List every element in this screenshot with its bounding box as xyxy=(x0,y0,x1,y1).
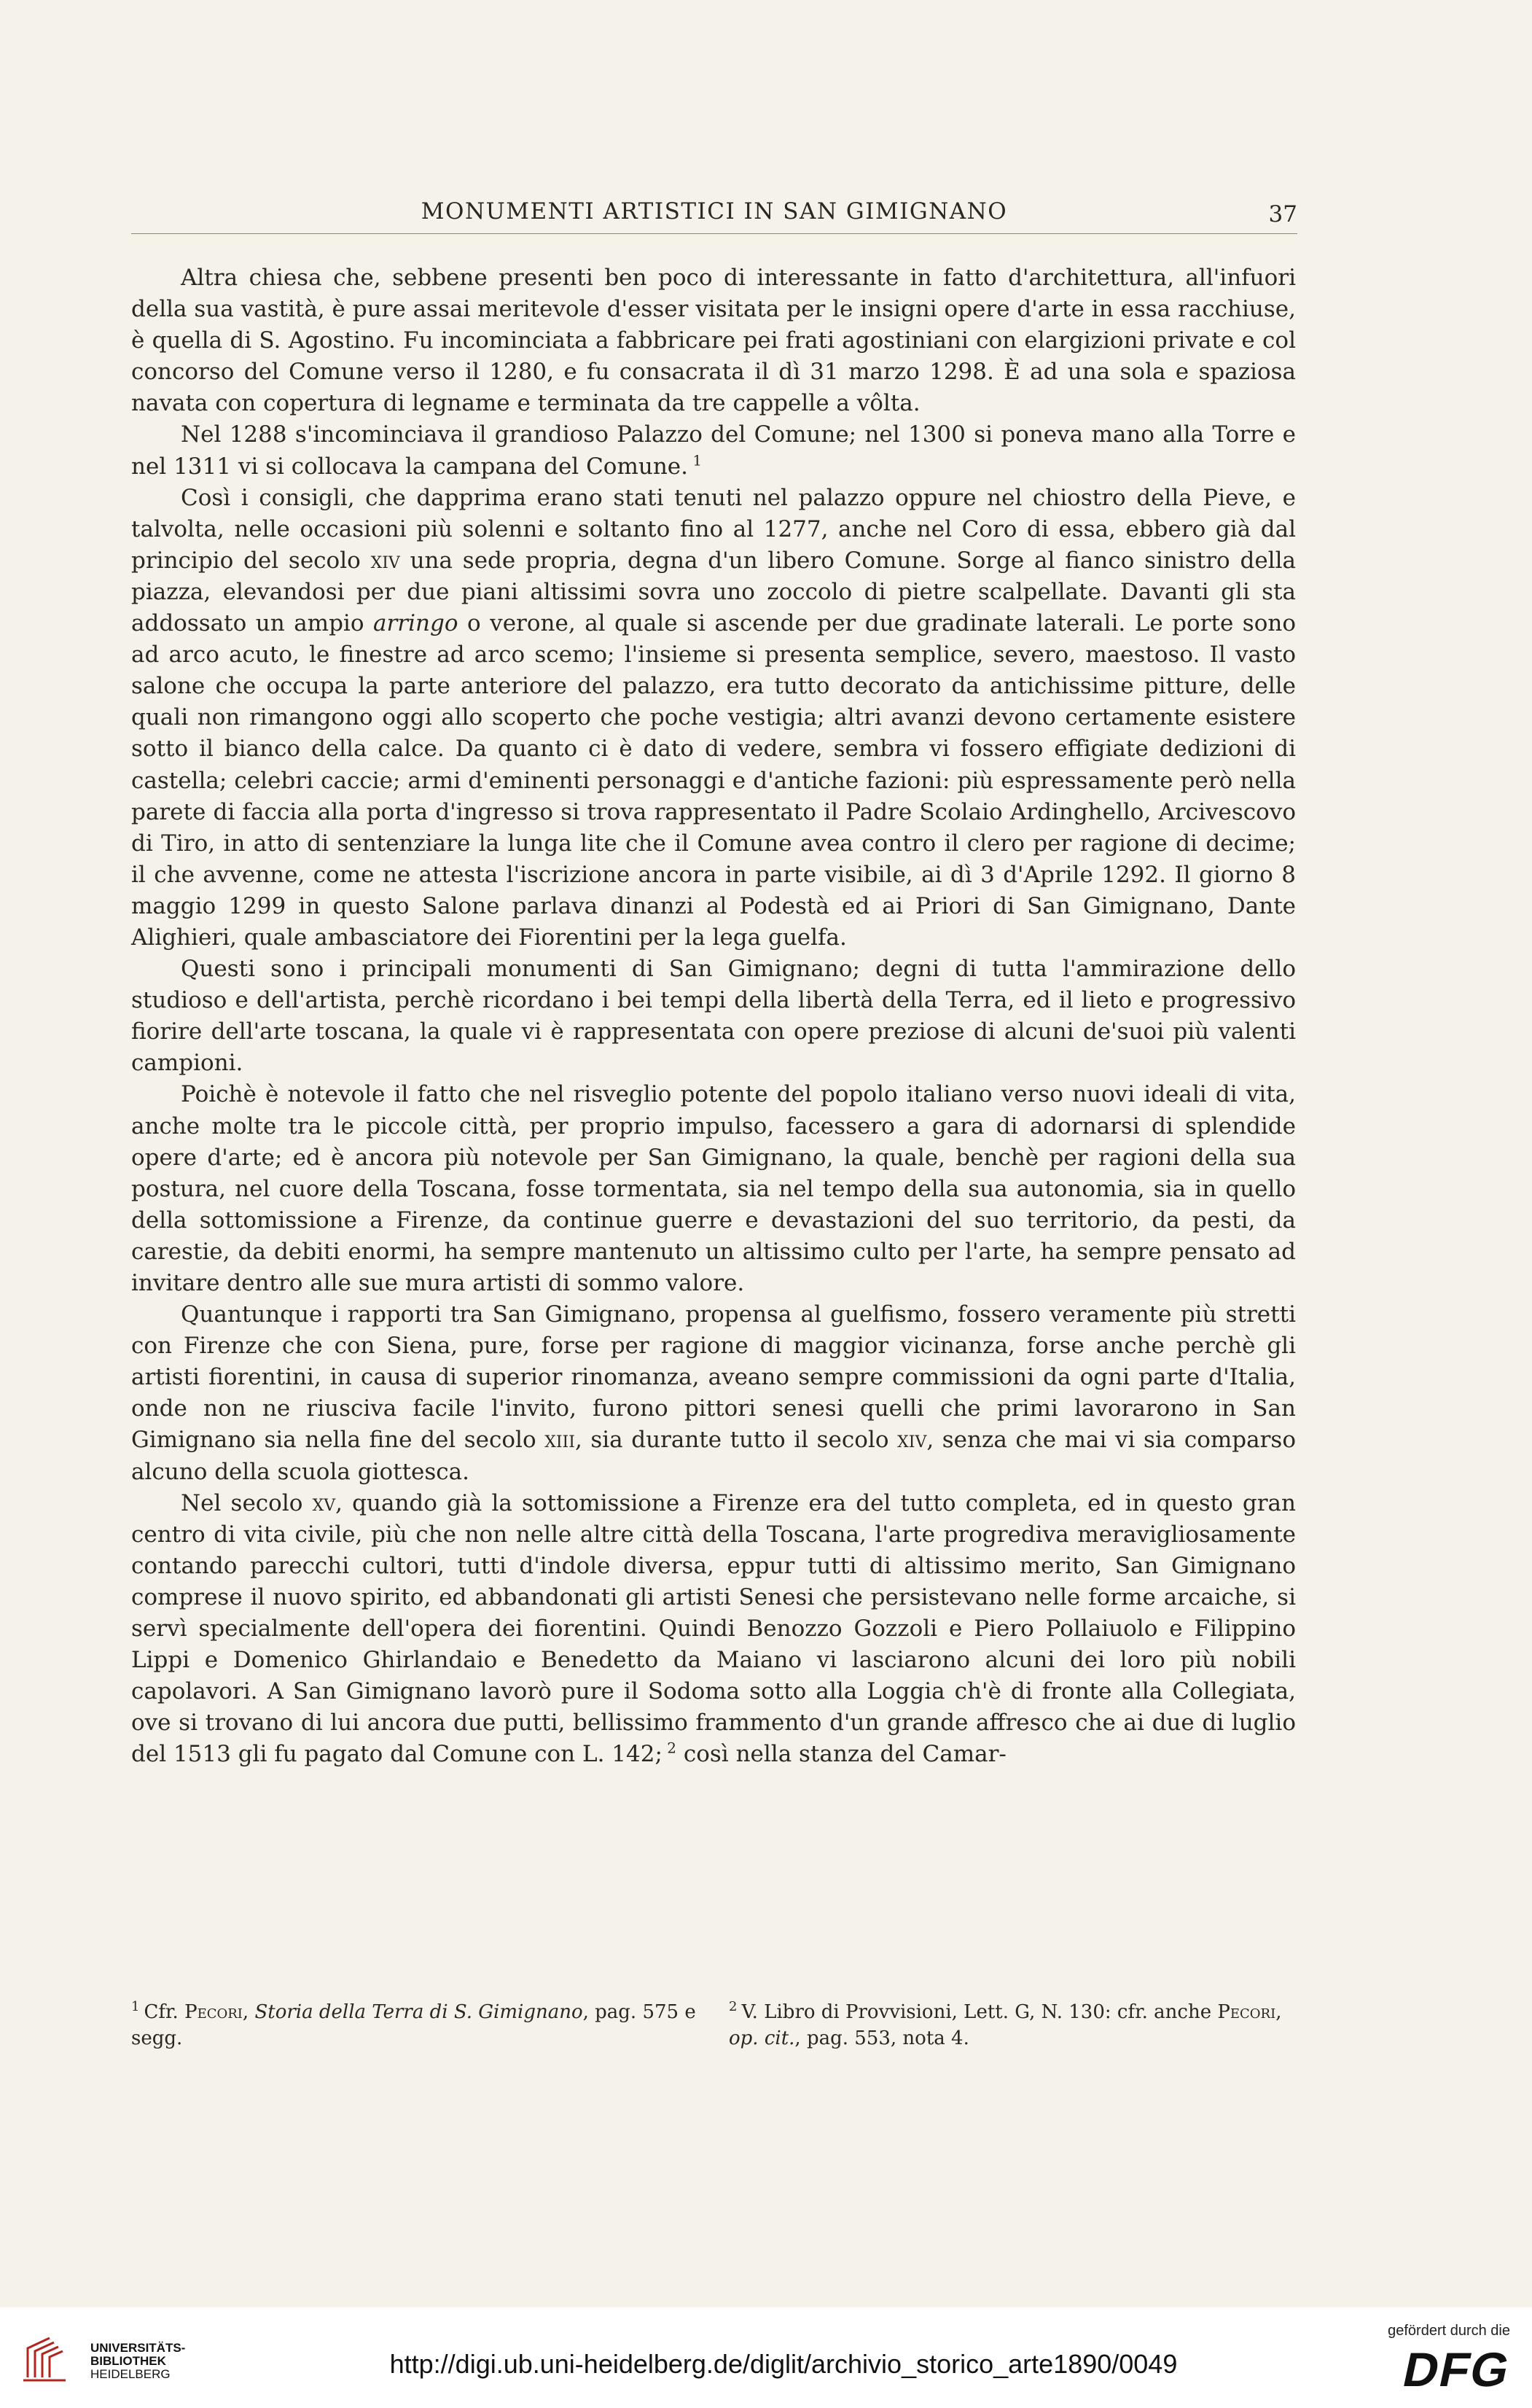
paragraph xyxy=(131,419,1296,482)
text-run: , xyxy=(242,2001,255,2023)
text-run: Quantunque i rapporti tra San Gimignano, propensa al guelfismo, fossero veramente più stretti con Firenze che con Siena, pure, forse per ragione di maggior vicinanza, forse anche perchè gli artisti fiorentini, in causa di superior rinomanza, aveano sempre commissioni da ogni parte d'Italia, onde non ne riusciva facile l'invito, furono pittori senesi quelli che primi lavorarono in San Gimignano sia nella fine del secolo xyxy=(131,1301,1296,1454)
footnote-1 xyxy=(131,1999,707,2052)
text-run: una sede propria, degna d'un libero Comune. Sorge al fianco sinistro della piazza, elevandosi per due piani altissimi sovra uno zoccolo di pietre scalpellate. Davanti gli sta addossato un ampio xyxy=(131,547,1296,637)
text-run: , pag. 575 e segg. xyxy=(131,2001,696,2049)
running-head xyxy=(131,197,1297,234)
permalink-url[interactable]: http://digi.ub.uni-heidelberg.de/diglit/archivio_storico_arte1890/0049 xyxy=(389,2349,1178,2379)
footnote-number: 1 xyxy=(131,1999,140,2015)
small-caps-text: Pecori xyxy=(184,2001,243,2023)
paragraph xyxy=(131,1299,1296,1488)
library-name-line-2: BIBLIOTHEK xyxy=(90,2354,166,2368)
text-run: Questi sono i principali monumenti di San Gimignano; degni di tutta l'ammirazione dello studioso e dell'artista, perchè ricordano i bei tempi della libertà della Terra, ed il lieto e progressivo fiorire dell'arte toscana, la quale vi è rappresentata con opere preziose di alcuni de'suoi più valenti campioni. xyxy=(131,956,1296,1077)
page-number: 37 xyxy=(1268,201,1297,227)
small-caps-text: Pecori xyxy=(1217,2001,1276,2023)
body-text xyxy=(131,262,1296,1771)
paragraph xyxy=(131,262,1296,419)
text-run: Nel secolo xyxy=(181,1489,313,1516)
small-caps-text: xiv xyxy=(370,547,400,574)
text-run: Poichè è notevole il fatto che nel risveglio potente del popolo italiano verso nuovi ideali di vita, anche molte tra le piccole città, per proprio impulso, facessero a gara di adornarsi di splendide opere d'arte; ed è ancora più notevole per San Gimignano, la quale, benchè per ragioni della sua postura, nel cuore della Toscana, fosse tormentata, sia nel tempo della sua autonomia, sia in quello della sottomissione a Firenze, da continue guerre e devastazioni del suo territorio, da pesti, da carestie, da debiti enormi, ha sempre mantenuto un altissimo culto per l'arte, ha sempre pensato ad invitare dentro alle sue mura artisti di sommo valore. xyxy=(131,1081,1296,1296)
paragraph xyxy=(131,1079,1296,1299)
italic-text: op. cit. xyxy=(729,2027,795,2049)
text-run: , quando già la sottomissione a Firenze era del tutto completa, ed in questo gran centro di vita civile, più che non nelle altre città della Toscana, l'arte progrediva meravigliosamente contando parecchi cultori, tutti d'indole diversa, eppur tutti di altissimo merito, San Gimignano comprese il nuovo spirito, ed abbandonati gli artisti Senesi che persistevano nelle forme arcaiche, si servì specialmente dell'opera dei fiorentini. Quindi Benozzo Gozzoli e Piero Pollaiuolo e Filippino Lippi e Domenico Ghirlandaio e Benedetto da Maiano vi lasciarono alcuni dei loro più nobili capolavori. A San Gimignano lavorò pure il Sodoma sotto alla Loggia ch'è di fronte alla Collegiata, ove si trovano di lui ancora due putti, bellissimo frammento d'un grande affresco che ai due di luglio del 1513 gli fu pagato dal Comune con L. 142; xyxy=(131,1489,1297,1768)
footnote-reference: 2 xyxy=(662,1739,677,1758)
text-run: , xyxy=(1275,2001,1282,2023)
library-name-line-1: UNIVERSITÄTS- xyxy=(90,2341,186,2355)
dfg-logo: DFG xyxy=(1398,2342,1516,2396)
text-run: o verone, al quale si ascende per due gradinate laterali. Le porte sono ad arco acuto, le finestre ad arco scemo; l'insieme si presenta semplice, severo, maestoso. Il vasto salone che occupa la parte anteriore del palazzo, era tutto decorato da antichissime pitture, delle quali non rimangono oggi allo scoperto che poche vestigia; altri avanzi devono certamente esistere sotto il bianco della calce. Da quanto ci è dato di vedere, sembra vi fossero effigiate dedizioni di castella; celebri caccie; armi d'eminenti personaggi e d'antiche fazioni: più espressamente però nella parete di faccia alla porta d'ingresso si trova rappresentato il Padre Scolaio Ardinghello, Arcivescovo di Tiro, in atto di sentenziare la lunga lite che il Comune avea contro il clero per ragione di decime; il che avvenne, come ne attesta l'iscrizione ancora in parte visibile, ai dì 3 d'Aprile 1292. Il giorno 8 maggio 1299 in questo Salone parlava dinanzi al Podestà ed ai Priori di San Gimignano, Dante Alighieri, quale ambasciatore dei Fiorentini per la lega guelfa. xyxy=(131,610,1297,951)
text-run: Nel 1288 s'incominciava il grandioso Palazzo del Comune; nel 1300 si poneva mano alla Torre e nel 1311 vi si collocava la campana del Comune. xyxy=(131,421,1296,480)
italic-text: Storia della Terra di S. Gimignano xyxy=(254,2001,583,2023)
text-run: Altra chiesa che, sebbene presenti ben poco di interessante in fatto d'architettura, all'infuori della sua vastità, è pure assai meritevole d'esser visitata per le insigni opere d'arte in essa racchiuse, è quella di S. Agostino. Fu incominciata a fabbricare pei frati agostiniani con elargizioni private e col concorso del Comune verso il 1280, e fu consacrata il dì 31 marzo 1298. È ad una sola e spaziosa navata con copertura di legname e terminata da tre cappelle a vôlta. xyxy=(131,265,1296,417)
text-run: , pag. 553, nota 4. xyxy=(794,2027,969,2049)
paragraph xyxy=(131,483,1296,954)
footnote-reference: 1 xyxy=(687,451,703,469)
text-run: così nella stanza del Camar- xyxy=(676,1741,1007,1768)
text-run: , sia durante tutto il secolo xyxy=(574,1427,898,1454)
text-run: Così i consigli, che dapprima erano stati tenuti nel palazzo oppure nel chiostro della Pieve, e talvolta, nelle occasioni più solenni e soltanto fino al 1277, anche nel Coro di essa, ebbero già dal principio del secolo xyxy=(131,484,1296,574)
funded-by-label: gefördert durch die xyxy=(1388,2323,1510,2339)
italic-text: arringo xyxy=(373,610,458,637)
small-caps-text: xv xyxy=(312,1489,336,1516)
library-name xyxy=(90,2342,185,2381)
small-caps-text: xiv xyxy=(897,1427,927,1454)
footnote-2 xyxy=(729,1999,1297,2052)
small-caps-text: xiii xyxy=(544,1427,575,1454)
paragraph xyxy=(131,1488,1296,1771)
running-title: MONUMENTI ARTISTICI IN SAN GIMIGNANO xyxy=(421,198,1008,225)
digitization-footer xyxy=(0,2307,1532,2408)
footnote-number: 2 xyxy=(729,1999,738,2015)
library-name-line-3: HEIDELBERG xyxy=(90,2367,171,2381)
text-run: V. Libro di Provvisioni, Lett. G, N. 130: cfr. anche xyxy=(741,2001,1218,2023)
text-run: Cfr. xyxy=(144,2001,185,2023)
paragraph xyxy=(131,954,1296,1079)
text-run: , senza che mai vi sia comparso alcuno della scuola giottesca. xyxy=(131,1427,1296,1485)
funder-block xyxy=(1372,2322,1516,2402)
university-library-logo-icon xyxy=(20,2334,86,2385)
